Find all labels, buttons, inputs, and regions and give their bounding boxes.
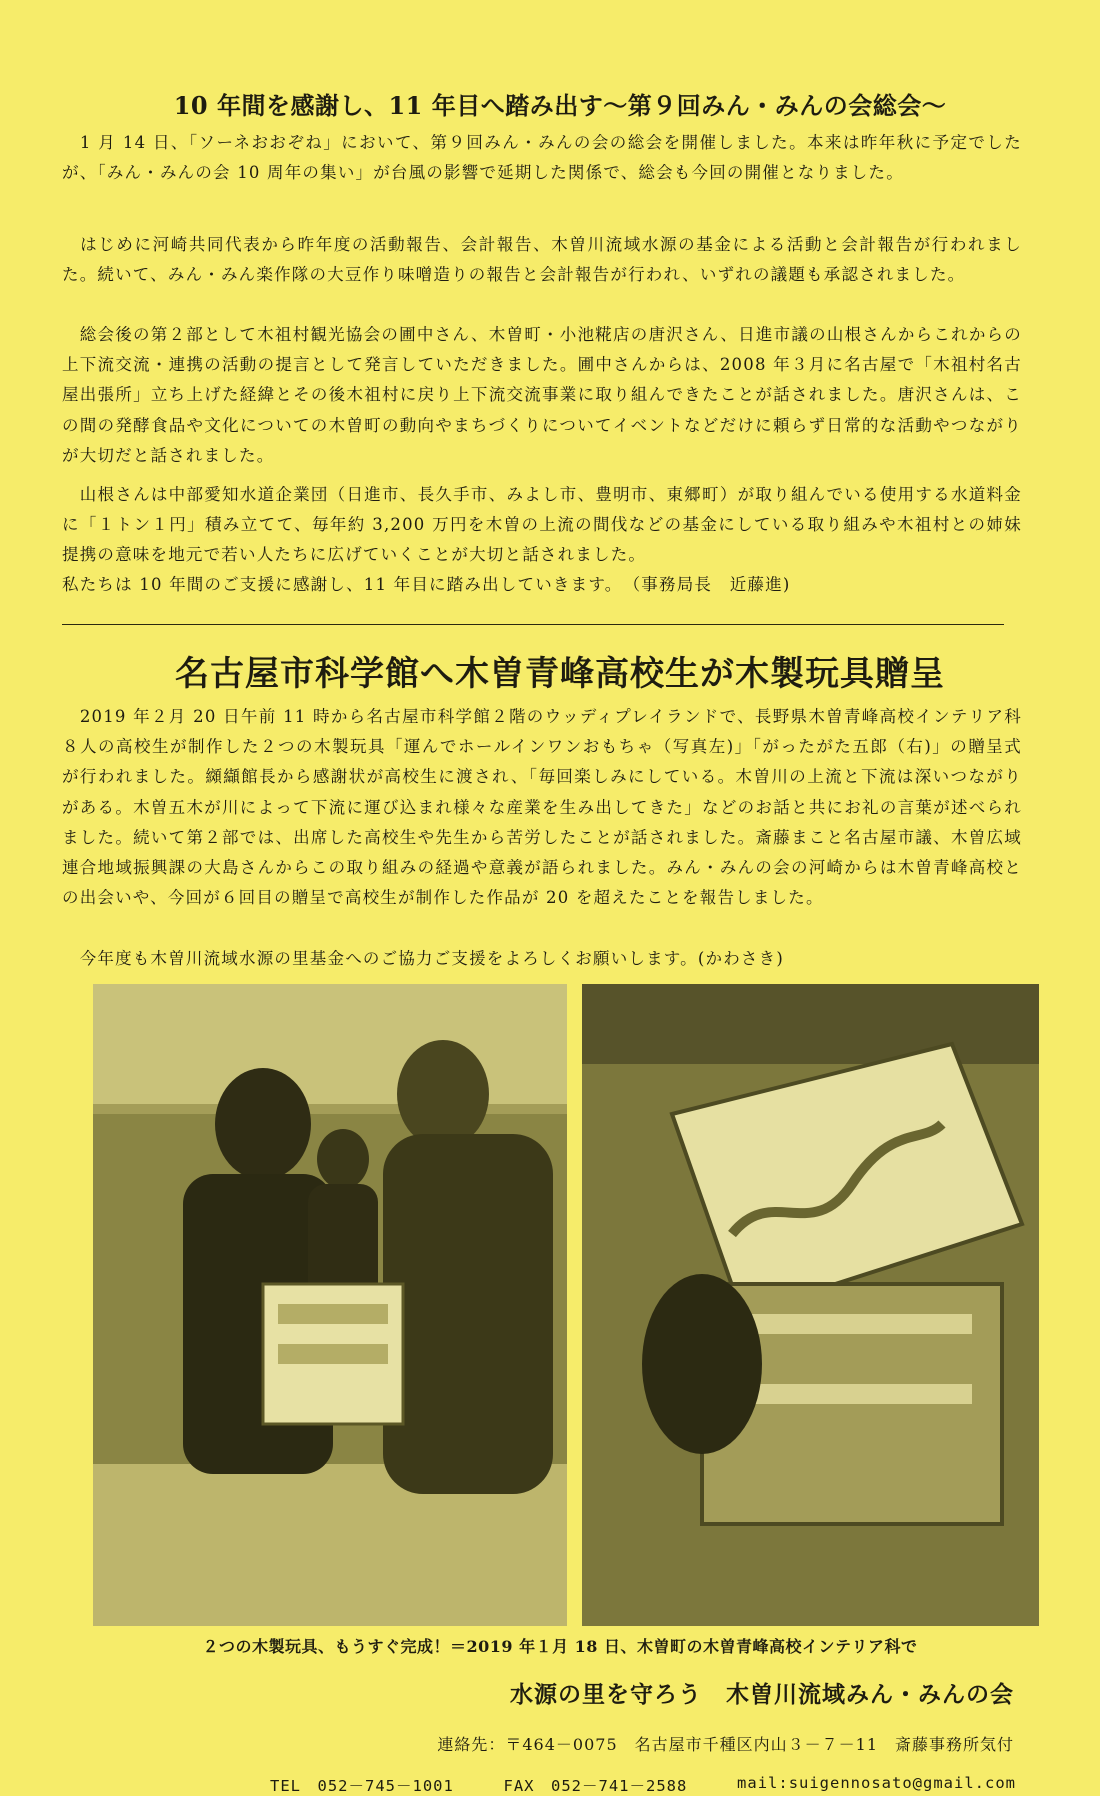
- organization-name: 水源の里を守ろう 木曽川流域みん・みんの会: [510, 1682, 1014, 1708]
- article1-signature: （事務局長 近藤進): [631, 575, 791, 594]
- article1-closing-text: 私たちは 10 年間のご支援に感謝し、11 年目に踏み出していきます。: [62, 575, 615, 594]
- email-address[interactable]: mail:suigennosato@gmail.com: [737, 1774, 1016, 1792]
- tel-number: TEL 052－745－1001: [270, 1777, 454, 1795]
- section-divider: [62, 624, 1004, 625]
- article1-paragraph-1: 1 月 14 日、「ソーネおおぞね」において、第９回みん・みんの会の総会を開催しました。本来は昨年秋に予定でしたが、「みん・みんの会 10 周年の集い」が台風の影響で延期した関係で、総会も今回の開催となりました。: [62, 133, 1022, 183]
- contact-numbers: [270, 1774, 1016, 1796]
- contact-address: 連絡先：〒464－0075 名古屋市千種区内山３－７－11 斎藤事務所気付: [437, 1735, 1014, 1754]
- article2-paragraph-1: 2019 年２月 20 日午前 11 時から名古屋市科学館２階のウッディプレイランドで、長野県木曽青峰高校インテリア科８人の高校生が制作した２つの木製玩具「運んでホールインワンおもちゃ（写真左)」「がったがた五郎（右)」の贈呈式が行われました。纐纈館長から感謝状が高校生に渡され、「毎回楽しみにしている。木曽川の上流と下流は深いつながりがある。木曽五木が川によって下流に運び込まれ様々な産業を生み出してきた」などのお話と共にお礼の言葉が述べられました。続いて第２部では、出席した高校生や先生から苦労したことが話されました。斎藤まこと名古屋市議、木曽広域連合地域振興課の大島さんからこの取り組みの経過や意義が語られました。みん・みんの会の河崎からは木曽青峰高校との出会いや、今回が６回目の贈呈で高校生が制作した作品が 20 を超えたことを報告しました。: [62, 707, 1022, 908]
- photo-students-with-toy: [93, 984, 567, 1626]
- article2-paragraph-2: 今年度も木曽川流域水源の里基金へのご協力ご支援をよろしくお願いします。(かわさき): [62, 949, 784, 968]
- article1-paragraph-3: 総会後の第２部として木祖村観光協会の圃中さん、木曽町・小池糀店の唐沢さん、日進市議の山根さんからこれからの上下流交流・連携の活動の提言として発言していただきました。圃中さんからは、2008 年３月に名古屋で「木祖村名古屋出張所」立ち上げた経緯とその後木祖村に戻り上下流交流事業に取り組んできたことが話されました。唐沢さんは、この間の発酵食品や文化についての木曽町の動向やまちづくりについてイベントなどだけに頼らず日常的な活動やつながりが大切だと話されました。: [62, 325, 1022, 465]
- photo-caption: ２つの木製玩具、もうすぐ完成！＝2019 年１月 18 日、木曽町の木曽青峰高校インテリア科で: [202, 1637, 918, 1656]
- photo-left-illustration: [93, 984, 567, 1626]
- article1-title: 10 年間を感謝し、11 年目へ踏み出す～第９回みん・みんの会総会～: [173, 91, 947, 120]
- photo-wooden-toy-closeup: [582, 984, 1039, 1626]
- article1-closing: [62, 570, 1022, 600]
- article1-paragraph-2: はじめに河崎共同代表から昨年度の活動報告、会計報告、木曽川流域水源の基金による活動と会計報告が行われました。続いて、みん・みん楽作隊の大豆作り味噌造りの報告と会計報告が行われ、いずれの議題も承認されました。: [62, 235, 1022, 285]
- photo-right-illustration: [582, 984, 1039, 1626]
- fax-number: FAX 052－741－2588: [503, 1777, 688, 1795]
- article2-title: 名古屋市科学館へ木曽青峰高校生が木製玩具贈呈: [175, 654, 945, 694]
- article1-paragraph-4: 山根さんは中部愛知水道企業団（日進市、長久手市、みよし市、豊明市、東郷町）が取り組んでいる使用する水道料金に「１トン１円」積み立てて、毎年約 3,200 万円を木曽の上流の間伐などの基金にしている取り組みや木祖村との姉妹提携の意味を地元で若い人たちに広げていくことが大切と話されました。: [62, 485, 1022, 565]
